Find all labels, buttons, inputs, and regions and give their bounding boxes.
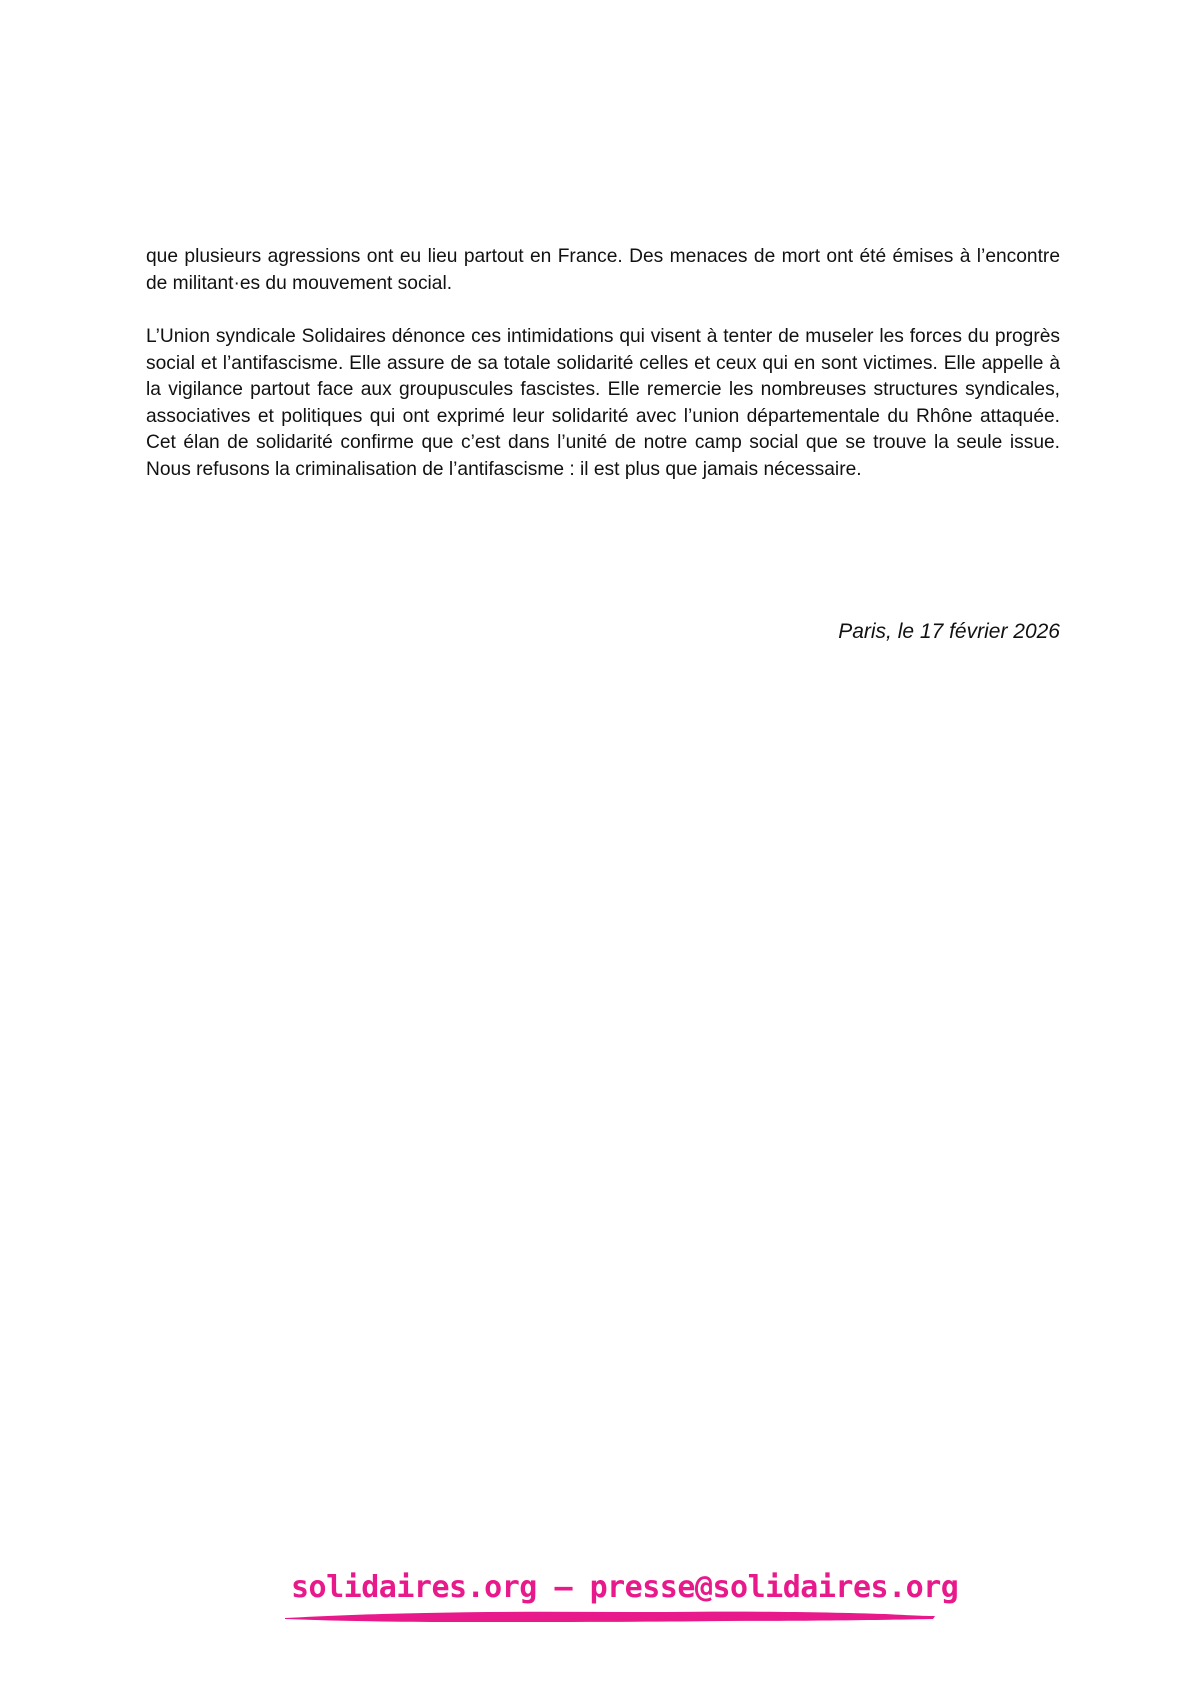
place-date-signature: Paris, le 17 février 2026 bbox=[838, 620, 1060, 643]
press-email-link[interactable]: presse@solidaires.org bbox=[589, 1570, 959, 1605]
footer-contact-line bbox=[291, 1570, 958, 1605]
footer-contact bbox=[285, 1570, 959, 1630]
brush-stroke-underline-icon bbox=[285, 1608, 935, 1624]
footer-separator: — bbox=[554, 1570, 572, 1605]
paragraph-2: L’Union syndicale Solidaires dénonce ces intimidations qui visent à tenter de museler les forces du progrès social et l’antifascisme. Elle assure de sa totale solidarité celles et ceux qui en sont victimes. Elle appelle à la vigilance partout face aux groupuscules fascistes. Elle remercie les nombreuses structures syndicales, associatives et politiques qui ont exprimé leur solidarité avec l’union départementale du Rhône attaquée. Cet élan de solidarité confirme que c’est dans l’unité de notre camp social que se trouve la seule issue. Nous refusons la criminalisation de l’antifascisme : il est plus que jamais nécessaire. bbox=[146, 326, 1060, 480]
paragraph-1: que plusieurs agressions ont eu lieu partout en France. Des menaces de mort ont été émises à l’encontre de militant·es du mouvement social. bbox=[146, 246, 1060, 294]
website-link[interactable]: solidaires.org bbox=[291, 1570, 537, 1605]
